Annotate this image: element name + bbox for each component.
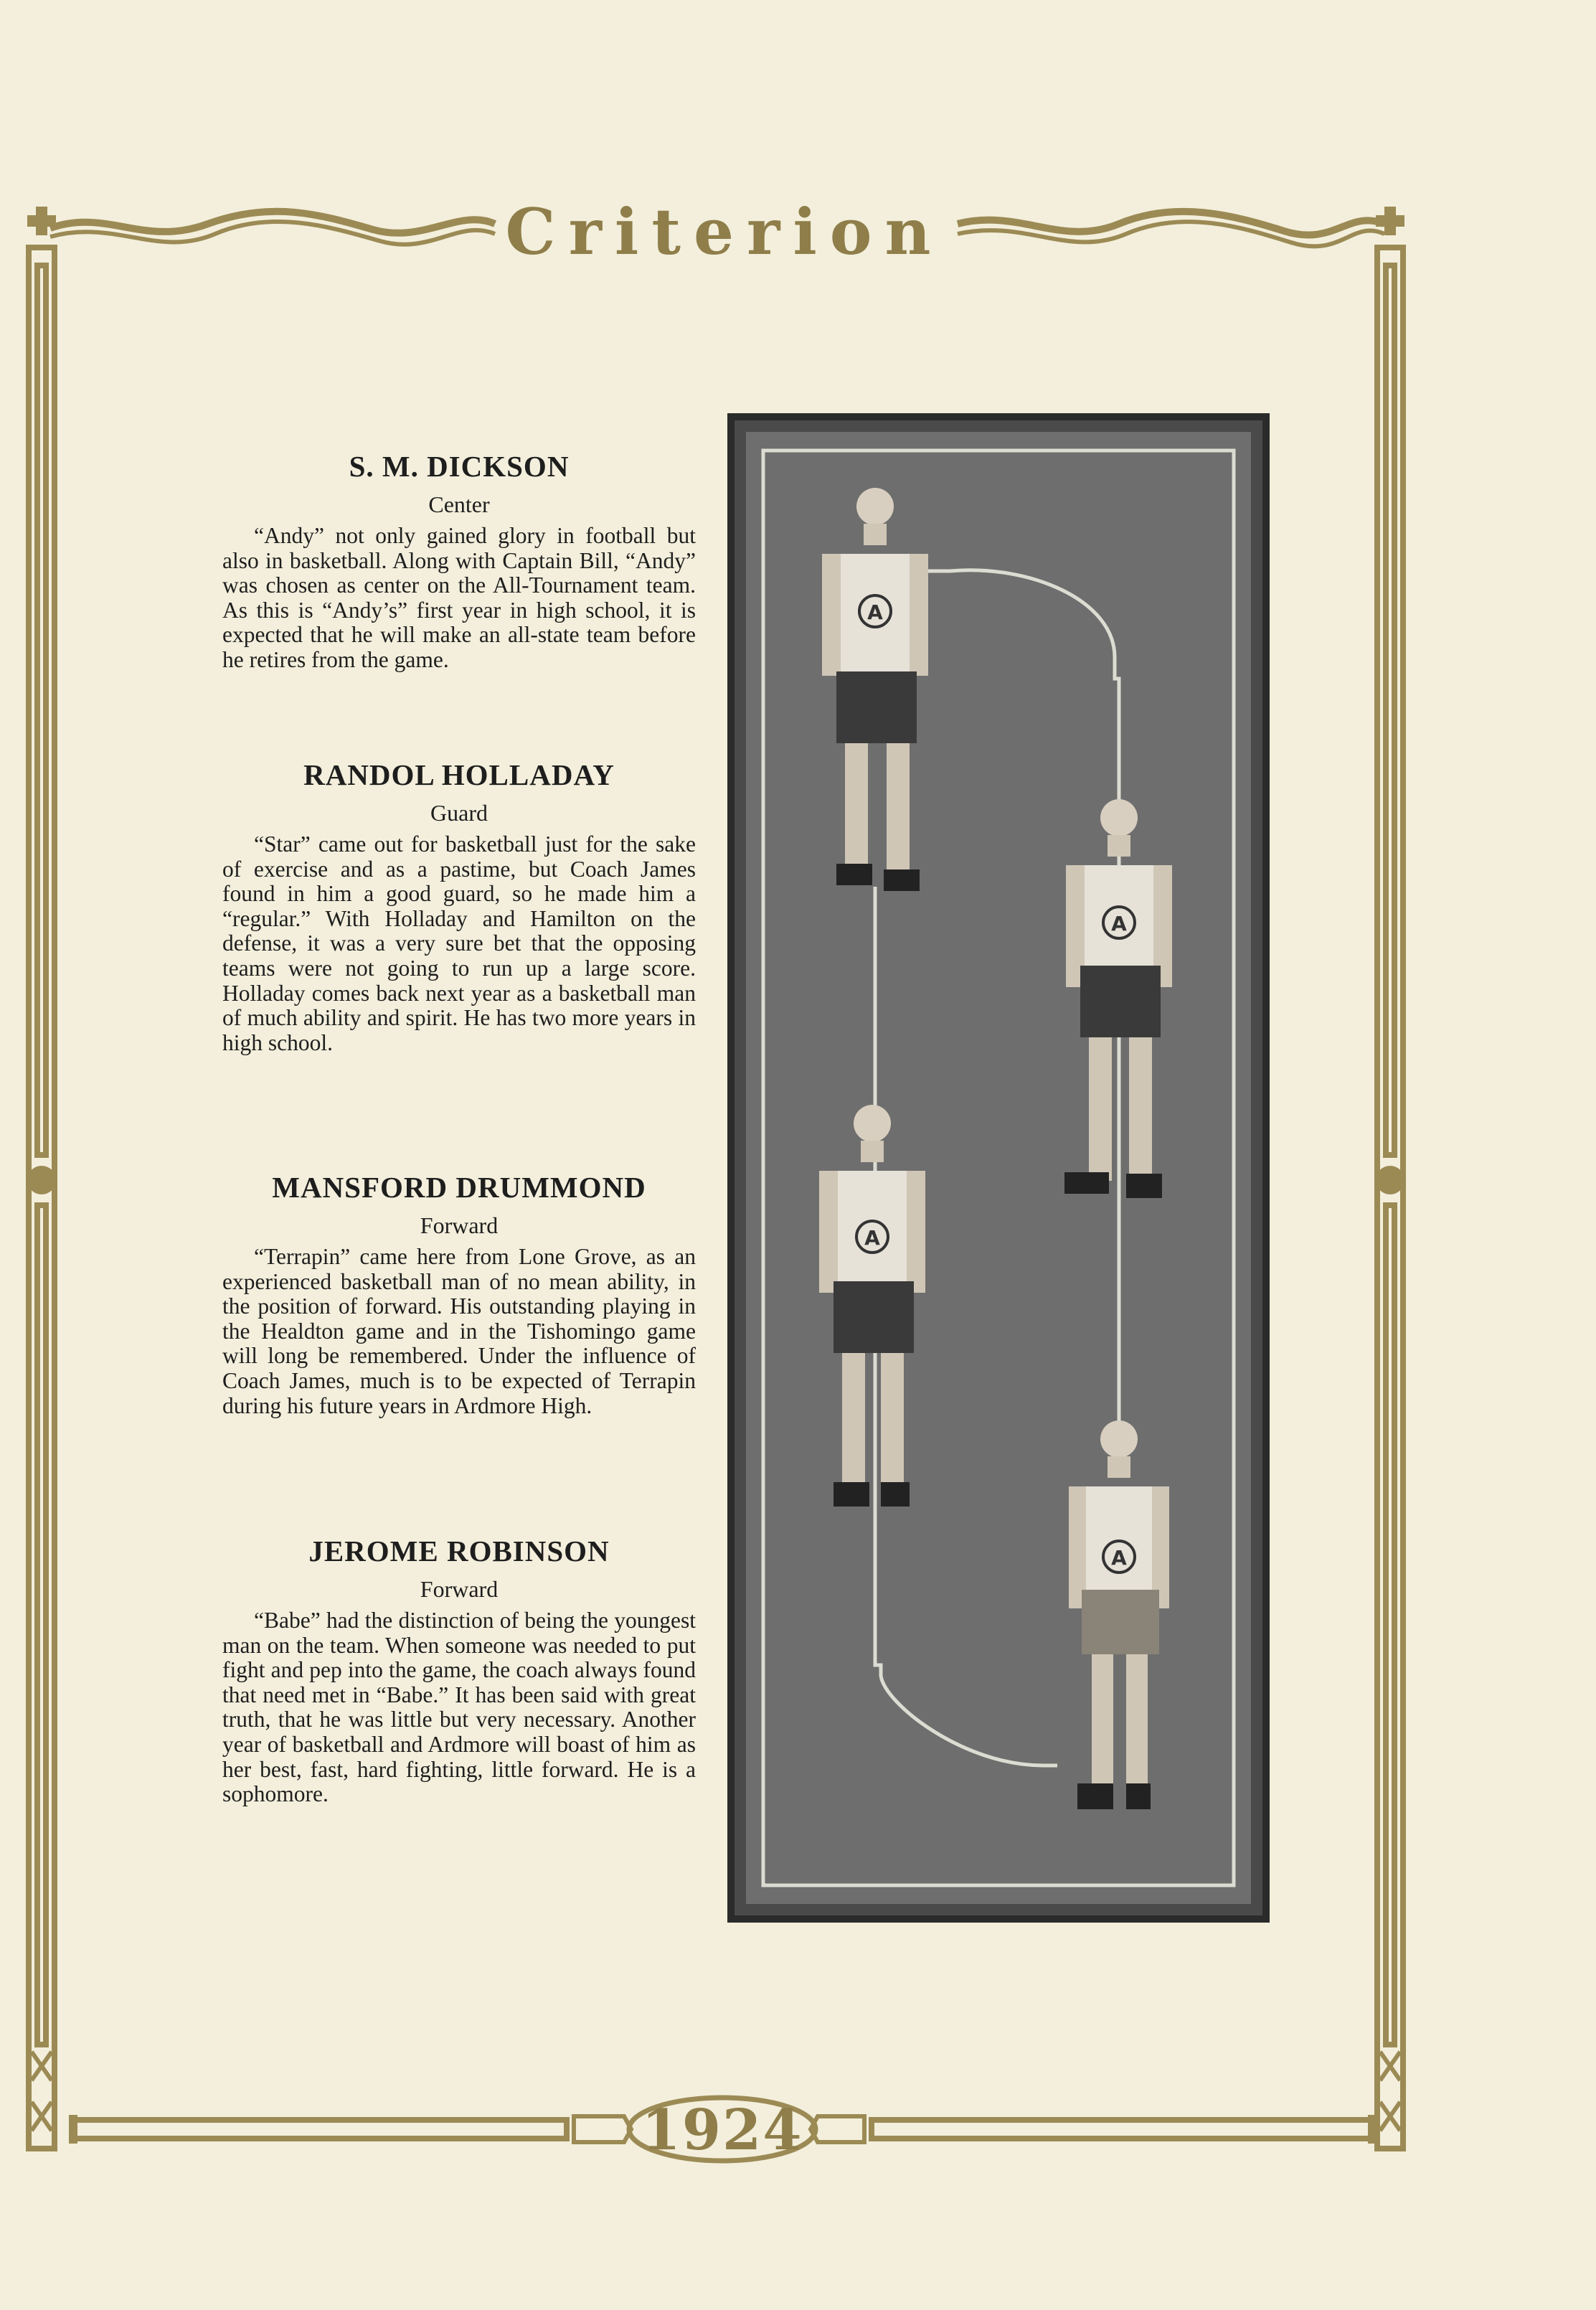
player-bio: “Star” came out for basketball just for the sake of exercise and as a pastime, but Coach James found in him a good guard, so he made him a “regular.” With Holladay and Hamilton on the defense, it was a very sure bet that the opposing teams were not going to run up a large score. Holladay comes back next year as a basketball man of much ability and spirit. He has two more years in high school. xyxy=(222,831,696,1055)
jersey-letter: A xyxy=(867,600,883,624)
player-bio: “Andy” not only gained glory in football but also in basketball. Along with Captain Bill, “Andy” was chosen as center on the All-Tournament team. As this is “Andy’s” first year in high school, it is expected that he will make an all-state team before he retires from the game. xyxy=(222,523,696,672)
player-position: Forward xyxy=(420,1212,499,1238)
team-photo xyxy=(727,413,1270,1923)
player-entry xyxy=(222,445,696,673)
player-position: Guard xyxy=(430,800,488,826)
player-entry xyxy=(222,753,696,1055)
jersey-letter: A xyxy=(864,1226,880,1250)
player-name: MANSFORD DRUMMOND xyxy=(272,1171,646,1204)
player-entry xyxy=(222,1166,696,1418)
yearbook-masthead: Criterion xyxy=(505,194,944,269)
player-position: Center xyxy=(428,491,490,517)
yearbook-year: 1924 xyxy=(641,2098,803,2163)
player-name: S. M. DICKSON xyxy=(349,450,570,483)
jersey-letter: A xyxy=(1111,912,1127,935)
player-name: JEROME ROBINSON xyxy=(308,1534,610,1568)
player-name: RANDOL HOLLADAY xyxy=(303,758,615,791)
player-bio: “Terrapin” came here from Lone Grove, as an experienced basketball man of no mean ability, in the position of forward. His outstanding playing in the Healdton game and in the Tishomingo game will long be remembered. Under the influence of Coach James, much is to be expected of Terrapin during his future years in Ardmore High. xyxy=(222,1244,696,1418)
player-position: Forward xyxy=(420,1576,499,1602)
court-photo-illustration xyxy=(727,413,1270,1923)
player-entry xyxy=(222,1529,696,1807)
jersey-letter: A xyxy=(1111,1546,1127,1570)
player-bio: “Babe” had the distinction of being the youngest man on the team. When someone was needed to put fight and pep into the game, the coach always found that need met in “Babe.” It has been said with great truth, that he was little but very necessary. Another year of basketball and Ardmore will boast of him as her best, fast, hard fighting, little forward. He is a sophomore. xyxy=(222,1608,696,1807)
